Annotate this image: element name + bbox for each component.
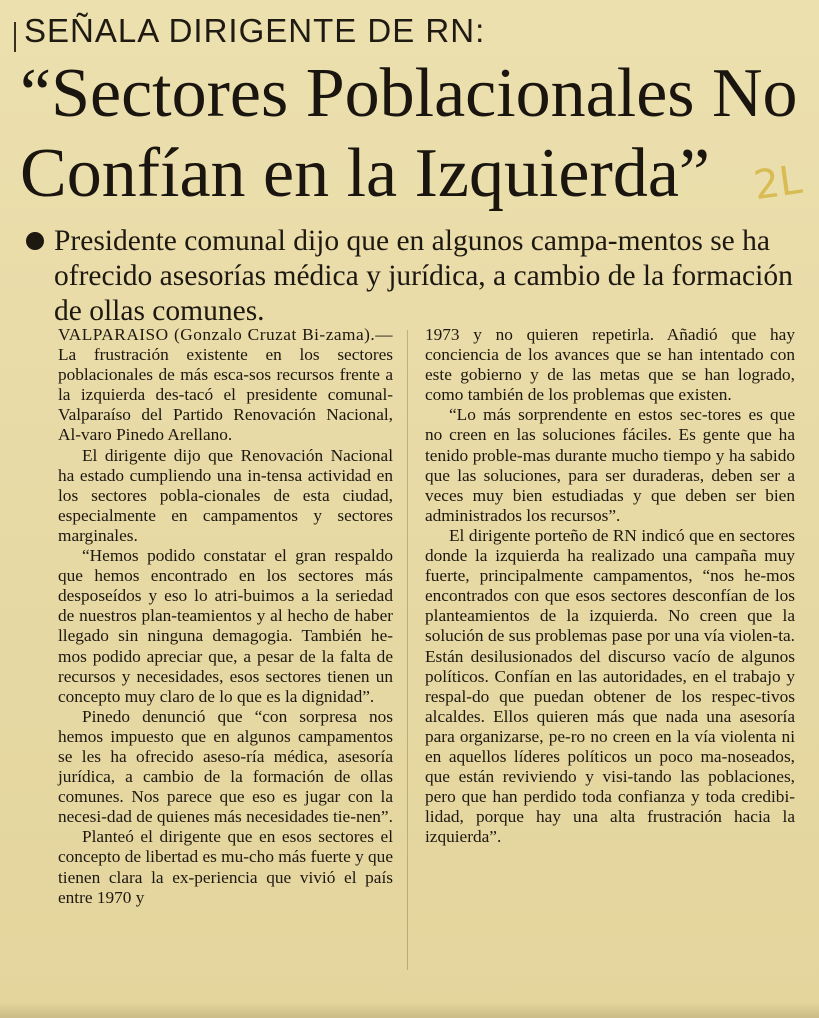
subhead: [22, 224, 802, 329]
paragraph: Pinedo denunció que “con sorpresa nos hemos impuesto que en algunos campamentos se les ha ofrecido aseso-ría médica, asesoría jurídica, a cambio de la formación de ollas comunes. Nos parece que eso es jugar con la necesi-dad de quienes más necesidades tie-nen”.: [58, 706, 393, 827]
kicker: SEÑALA DIRIGENTE DE RN:: [24, 12, 486, 49]
paragraph-text: La frustración existente en los sectores poblacionales de más esca-sos recursos frente a la izquierda des-tacó el presidente comunal-Valparaíso del Partido Renovación Nacional, Al-varo Pinedo Arellano.: [58, 345, 393, 445]
paragraph: El dirigente porteño de RN indicó que en sectores donde la izquierda ha realizado una campaña muy fuerte, principalmente campamentos, “nos he-mos encontrados con que esos sectores desconfían de los planteamientos de la izquierda. No creen que la solución de sus problemas pase por una vía violen-ta. Están desilusionados del discurso vacío de algunos políticos. Confían en las autoridades, en el trabajo y respal-do que puedan obtener de los respec-tivos alcaldes. Ellos quieren más que nada una asesoría para organizarse, pe-ro no creen en la vía violenta ni en aquellos líderes políticos un poco ma-noseados, que están reviviendo y visi-tando las poblaciones, pero que han perdido toda confianza y toda credibi-lidad, porque hay una alta frustración hacia la izquierda”.: [425, 525, 795, 847]
column-divider: [407, 330, 408, 970]
paragraph: 1973 y no quieren repetirla. Añadió que hay conciencia de los avances que se han intentado con este gobierno y de las metas que se han logrado, como también de los problemas que existen.: [425, 325, 795, 405]
column-right: [425, 325, 795, 847]
paragraph: Planteó el dirigente que en esos sectores el concepto de libertad es mu-cho más fuerte y que tienen clara la ex-periencia que vivió el país entre 1970 y: [58, 827, 393, 907]
paragraph: [58, 325, 393, 446]
paper-edge: [0, 1002, 819, 1018]
headline-line-2: Confían en la Izquierda”: [20, 135, 710, 212]
handwritten-mark: 2L: [751, 156, 805, 210]
headline: [20, 54, 810, 214]
paragraph: “Lo más sorprendente en estos sec-tores es que no creen en las soluciones fáciles. Es gente que ha tenido proble-mas durante mucho tiempo y ha sabido que las soluciones, para ser duraderas, deben ser a veces muy bien estudiadas y que deben ser bien administrados los recursos”.: [425, 405, 795, 525]
subhead-text: Presidente comunal dijo que en algunos campa-mentos se ha ofrecido asesorías médica y jurídica, a cambio de la formación de ollas comunes.: [54, 225, 793, 327]
paragraph: El dirigente dijo que Renovación Nacional ha estado cumpliendo una in-tensa actividad en los sectores pobla-cionales de esta ciudad, especialmente en campamentos y sectores marginales.: [58, 445, 393, 545]
dateline: VALPARAISO (Gonzalo Cruzat Bi-zama).—: [58, 325, 393, 344]
paragraph: “Hemos podido constatar el gran respaldo que hemos encontrado en los sectores más desposeídos y eso lo atri-buimos a la seriedad de nuestros plan-teamientos y al hecho de haber llegado sin ninguna demagogia. También he-mos podido apreciar que, a pesar de la falta de recursos y necesidades, esos sectores tienen un concepto muy claro de lo que es la dignidad”.: [58, 546, 393, 706]
bullet-icon: [26, 232, 44, 250]
kicker-rule: [14, 22, 16, 52]
column-left: [58, 325, 393, 908]
headline-line-1: “Sectores Poblacionales No: [20, 55, 798, 132]
